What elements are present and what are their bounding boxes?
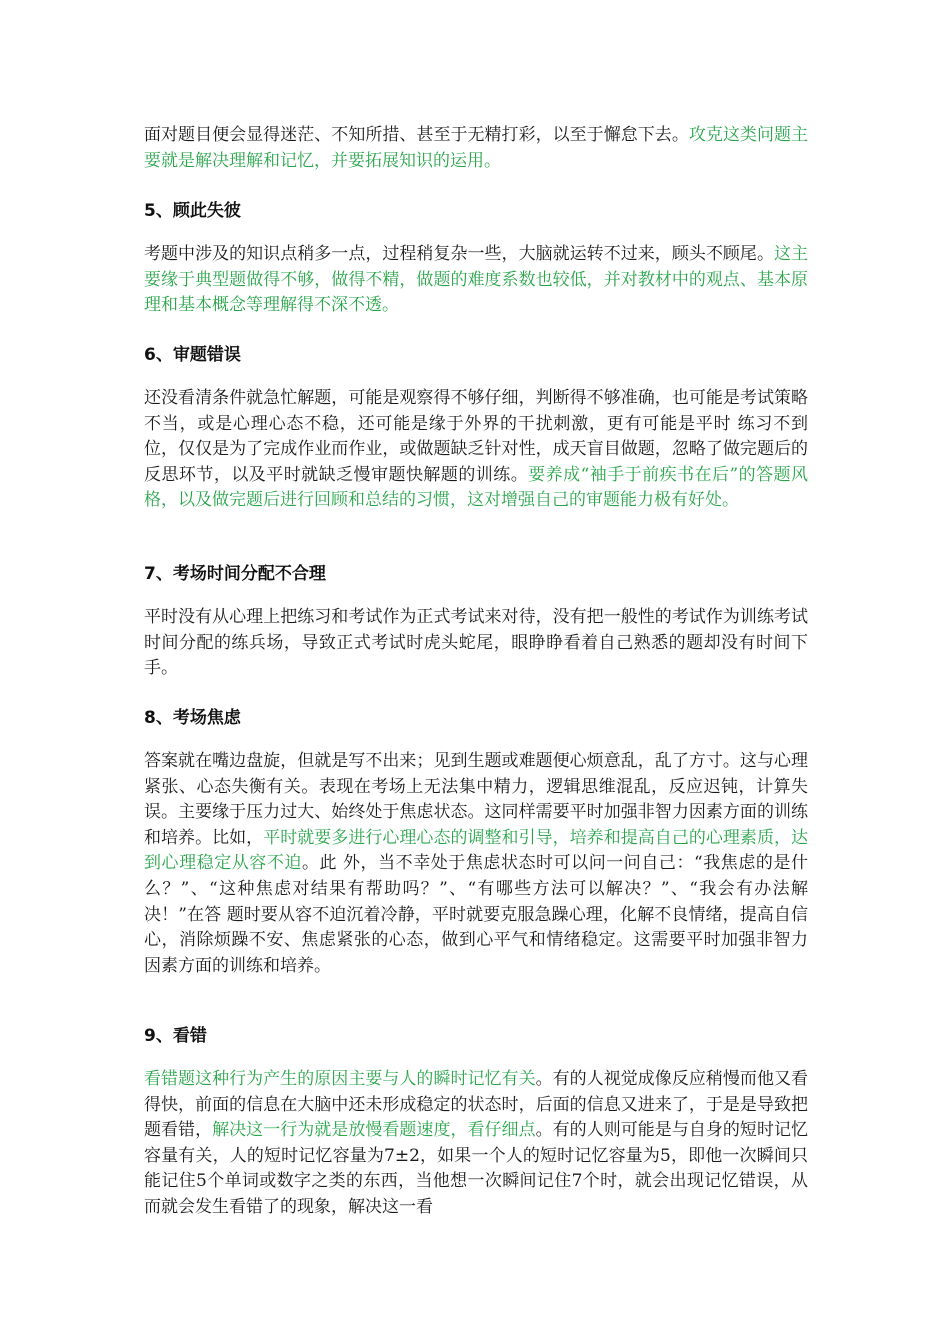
highlight-text: 这主要缘于典型题做得不够，做得不精，做题的难度系数也较低，并对教材中的观点、基本原理和基本概念等理解得不深不透。 bbox=[144, 244, 809, 316]
text-run: 还没看清条件就急忙解题，可能是观察得不够仔细，判断得不够准确，也可能是考试策略不当，或是心理心态不稳，还可能是缘于外界的干扰刺激，更有可能是平时 练习不到位，仅仅是为了完成作业而作业，或做题缺乏针对性，成天盲目做题，忽略了做完题后的反思环节，以及平时就缺乏慢审题快解题的训练。 bbox=[144, 388, 808, 485]
highlight-text: 看错题这种行为产生的原因主要与人的瞬时记忆有关 bbox=[144, 1069, 536, 1089]
text-run: 面对题目便会显得迷茫、不知所措、甚至于无精打彩，以至于懈怠下去。 bbox=[144, 125, 689, 145]
paragraph-section-5 bbox=[144, 242, 808, 319]
text-run: 。此 外，当不幸处于焦虑状态时可以问一问自己：“我焦虑的是什么？”、“这种焦虑对结果有帮助吗？”、“有哪些方法可以解决？”、“我会有办法解决！”在答 题时要从容不迫沉着冷静，平时就要克服急躁心理，化解不良情绪，提高自信心，消除烦躁不安、焦虑紧张的心态，做到心平气和情绪稳定。这需要平时加强非智力 因素方面的训练和培养。 bbox=[144, 853, 809, 976]
section-heading-6: 6、审题错误 bbox=[144, 345, 241, 365]
highlight-text: 要养成“袖手于前疾书在后”的答题风格，以及做完题后进行回顾和总结的习惯，这对增强自己的审题能力极有好处。 bbox=[144, 464, 808, 511]
highlight-text: 攻克这类问题主要就是解决理解和记忆，并要拓展知识的运用。 bbox=[144, 125, 809, 171]
text-run: 考题中涉及的知识点稍多一点，过程稍复杂一些，大脑就运转不过来，顾头不顾尾。 bbox=[144, 244, 774, 264]
text-run: 。有的人则可能是与自身的短时记忆容量有关，人的短时记忆容量为7±2，如果一个人的短时记忆容量为5，即他一次瞬间只能记住5个单词或数字之类的东西，当他想一次瞬间记住7个时，就会出现记忆错误，从而就会发生看错了的现象，解决这一看 bbox=[144, 1120, 809, 1217]
highlight-text: 解决这一行为就是放慢看题速度，看仔细点 bbox=[212, 1120, 536, 1141]
section-heading-5: 5、顾此失彼 bbox=[144, 201, 241, 221]
section-heading-7: 7、考场时间分配不合理 bbox=[144, 564, 326, 584]
text-run: 答案就在嘴边盘旋，但就是写不出来；见到生题或难题便心烦意乱，乱了方寸。这与心理紧张、心态失衡有关。表现在考场上无法集中精力，逻辑思维混乱，反应迟钝，计算失误。主要缘于压力过大、始终处于焦虑状态。这同样需要平时加强非智力因素方面的训练和培养。比如， bbox=[144, 751, 808, 848]
highlight-text: 平时就要多进行心理心态的调整和引导，培养和提高自己的心理素质，达到心理稳定从容不迫 bbox=[144, 827, 809, 874]
section-heading-9: 9、看错 bbox=[144, 1026, 207, 1046]
paragraph-section-9 bbox=[144, 1067, 808, 1221]
paragraph-section-7 bbox=[144, 605, 808, 682]
paragraph-section-8 bbox=[144, 749, 808, 979]
text-run: 。有的人视觉成像反应稍慢而他又看得快，前面的信息在大脑中还未形成稳定的状态时，后面的信息又进来了，于是是导致把题看错， bbox=[144, 1069, 809, 1141]
paragraph-intro bbox=[144, 123, 808, 174]
section-heading-8: 8、考场焦虑 bbox=[144, 708, 241, 728]
text-run: 平时没有从心理上把练习和考试作为正式考试来对待，没有把一般性的考试作为训练考试时间分配的练兵场，导致正式考试时虎头蛇尾，眼睁睁看着自己熟悉的题却没有时间下手。 bbox=[144, 607, 808, 679]
paragraph-section-6 bbox=[144, 386, 808, 514]
